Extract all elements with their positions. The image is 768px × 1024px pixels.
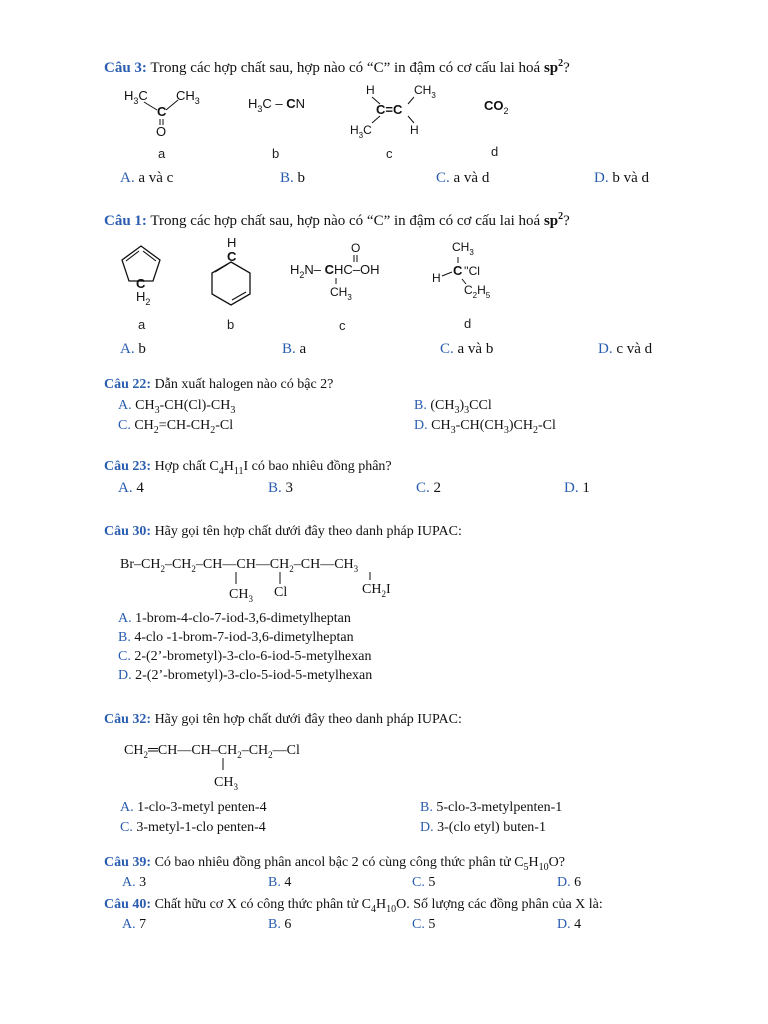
- svg-text:H2: $H_2$: [136, 289, 151, 307]
- question-text: Có bao nhiêu đồng phân ancol bậc 2 có cùng công thức phân tử $C_5H_{10}O$?: [154, 855, 565, 873]
- q3-option-c[interactable]: C. a và d: [436, 170, 490, 186]
- structure-label-a: a: [138, 317, 146, 332]
- q30-structure: [0, 548, 768, 608]
- svg-text:O: O: [351, 241, 361, 255]
- svg-text:''Cl: ''Cl: [464, 264, 480, 278]
- question-text: Dẫn xuất halogen nào có bậc 2?: [154, 377, 334, 392]
- q39-option-a[interactable]: A. 3: [122, 875, 147, 890]
- question-label: Câu 1:: [104, 213, 147, 229]
- svg-text:C: C: [227, 249, 237, 264]
- q23-option-b[interactable]: B. 3: [268, 480, 294, 496]
- q30-option-d[interactable]: D. 2-(2’-brometyl)-3-clo-5-iod-5-metylhexan: [118, 668, 373, 683]
- hybrid-sp: sp: [543, 213, 559, 229]
- question-text: Hợp chất $C_4H_{11}I$ có bao nhiêu đồng phân?: [154, 459, 392, 477]
- structure-alanine: [290, 241, 380, 302]
- svg-text:H: H: [432, 271, 441, 285]
- q23-option-c[interactable]: C. 2: [416, 480, 442, 496]
- q3-option-d[interactable]: D. b và d: [594, 170, 650, 186]
- svg-text:CH3: $CH_3$: [214, 775, 238, 792]
- question-1: [104, 211, 570, 230]
- q1-option-c[interactable]: C. a và b: [440, 341, 494, 357]
- question-22: [104, 377, 333, 393]
- question-label: Câu 39:: [104, 855, 152, 870]
- question-label: Câu 22:: [104, 377, 152, 392]
- q22-option-b[interactable]: B. $(CH_3)_3CCl$: [414, 398, 492, 416]
- structure-cyclopentadiene: [122, 246, 160, 307]
- hybrid-sp: sp: [543, 60, 559, 76]
- q22-option-a[interactable]: A. $CH_3-CH(Cl)-CH_3$: [118, 398, 236, 416]
- q32-option-d[interactable]: D. 3-(clo etyl) buten-1: [420, 820, 546, 835]
- svg-text:CH3: $CH_3$: [176, 88, 200, 106]
- svg-text:C=C: C=C: [376, 102, 403, 117]
- q30-option-b[interactable]: B. 4-clo -1-brom-7-iod-3,6-dimetylheptan: [118, 630, 354, 645]
- hybrid-sup: 2: [558, 211, 564, 222]
- svg-text:C: C: [136, 276, 146, 291]
- question-text: Trong các hợp chất sau, hợp nào có “C” in đậm có cơ cấu lai hoá: [150, 60, 544, 76]
- question-label: Câu 23:: [104, 459, 152, 474]
- svg-text:Cl: Cl: [274, 585, 288, 600]
- svg-text:H: H: [410, 123, 419, 137]
- question-39: [104, 855, 565, 873]
- hybrid-sup: 2: [558, 58, 564, 69]
- q22-option-c[interactable]: C. $CH_2=CH-CH_2-Cl$: [118, 418, 234, 436]
- question-text: Hãy gọi tên hợp chất dưới đây theo danh pháp IUPAC:: [154, 524, 462, 539]
- q40-option-c[interactable]: C. 5: [412, 917, 436, 932]
- q30-option-a[interactable]: A. 1-brom-4-clo-7-iod-3,6-dimetylheptan: [118, 611, 351, 626]
- structure-label-b: b: [227, 317, 235, 332]
- question-32: [104, 712, 462, 728]
- structure-cyclohexadiene: [212, 235, 250, 305]
- svg-text:H: H: [366, 83, 375, 97]
- q1-structures: [0, 234, 768, 314]
- svg-text:CH3: $CH_3$: [414, 83, 436, 100]
- structure-butene: [350, 83, 436, 140]
- svg-text:Br–CH2–CH2–CH—CH—CH2–CH—CH3: $Br-CH_2-CH_2-CH—CH—CH_2-CH—CH_3$: [120, 557, 359, 574]
- question-end: ?: [563, 60, 570, 76]
- question-text: Trong các hợp chất sau, hợp nào có “C” in đậm có cơ cấu lai hoá: [150, 213, 544, 229]
- svg-text:H3C – CN: $H_3C$ – CN: [248, 96, 306, 114]
- question-40: [104, 897, 603, 915]
- q3-option-a[interactable]: A. a và c: [120, 170, 174, 186]
- structure-label-b: b: [272, 146, 280, 161]
- svg-text:H: H: [227, 235, 237, 250]
- q3-structures: [0, 80, 768, 220]
- q22-option-d[interactable]: D. $CH_3-CH(CH_3)CH_2-Cl$: [414, 418, 556, 436]
- question-30: [104, 524, 462, 540]
- q1-option-d[interactable]: D. c và d: [598, 341, 653, 357]
- structure-label-d: d: [464, 316, 472, 331]
- q23-option-a[interactable]: A. 4: [118, 480, 144, 496]
- q30-option-c[interactable]: C. 2-(2’-brometyl)-3-clo-6-iod-5-metylhexan: [118, 649, 372, 664]
- q1-option-a[interactable]: A. b: [120, 341, 146, 357]
- svg-text:O: O: [156, 124, 167, 139]
- svg-text:CH3: $CH_3$: [452, 240, 474, 257]
- svg-text:CH2I: $CH_2I$: [362, 582, 391, 599]
- question-label: Câu 40:: [104, 897, 152, 912]
- svg-text:CH2═CH—CH–CH2–CH2—Cl: $CH_2═CH—CH-CH_2-CH_2—Cl$: [124, 743, 300, 760]
- structure-co2: [484, 98, 509, 116]
- structure-chlorobutane: [432, 240, 491, 300]
- question-label: Câu 32:: [104, 712, 152, 727]
- q32-structure: [0, 736, 768, 796]
- question-label: Câu 30:: [104, 524, 152, 539]
- q40-option-d[interactable]: D. 4: [557, 917, 582, 932]
- svg-text:C: C: [157, 104, 167, 119]
- q23-option-d[interactable]: D. 1: [564, 480, 590, 496]
- question-text: Chất hữu cơ X có công thức phân tử $C_4H_{10}O$. Số lượng các đồng phân của X là:: [154, 897, 603, 915]
- q3-option-b[interactable]: B. b: [280, 170, 306, 186]
- structure-acetone: [124, 88, 200, 139]
- svg-text:CH3: $CH_3$: [330, 285, 352, 302]
- q39-option-d[interactable]: D. 6: [557, 875, 582, 890]
- structure-label-d: d: [491, 144, 499, 159]
- structure-label-a: a: [158, 146, 166, 161]
- q32-option-b[interactable]: B. 5-clo-3-metylpenten-1: [420, 800, 563, 815]
- svg-text:C: C: [453, 263, 463, 278]
- q39-option-c[interactable]: C. 5: [412, 875, 436, 890]
- question-3: [104, 58, 570, 77]
- svg-text:CO2: $CO_2$: [484, 98, 509, 116]
- svg-text:H3C: $H_3C$: [124, 88, 148, 106]
- structure-label-c: c: [386, 146, 393, 161]
- question-text: Hãy gọi tên hợp chất dưới đây theo danh pháp IUPAC:: [154, 712, 462, 727]
- q32-option-a[interactable]: A. 1-clo-3-metyl penten-4: [120, 800, 267, 815]
- svg-text:CH3: $CH_3$: [229, 587, 253, 604]
- question-label: Câu 3:: [104, 60, 147, 76]
- q40-option-b[interactable]: B. 6: [268, 917, 292, 932]
- q1-option-b[interactable]: B. a: [282, 341, 307, 357]
- q40-option-a[interactable]: A. 7: [122, 917, 147, 932]
- q32-option-c[interactable]: C. 3-metyl-1-clo penten-4: [120, 820, 266, 835]
- svg-text:C2H5: $C_2H_5$: [464, 283, 491, 300]
- structure-acetonitrile: [248, 96, 305, 114]
- structure-label-c: c: [339, 318, 346, 333]
- svg-text:H2N– CHC–OH: $H_2N-$ CHC–OH: [290, 262, 380, 280]
- q39-option-b[interactable]: B. 4: [268, 875, 292, 890]
- question-23: [104, 459, 392, 477]
- question-end: ?: [563, 213, 570, 229]
- svg-text:H3C: $H_3C$: [350, 123, 372, 140]
